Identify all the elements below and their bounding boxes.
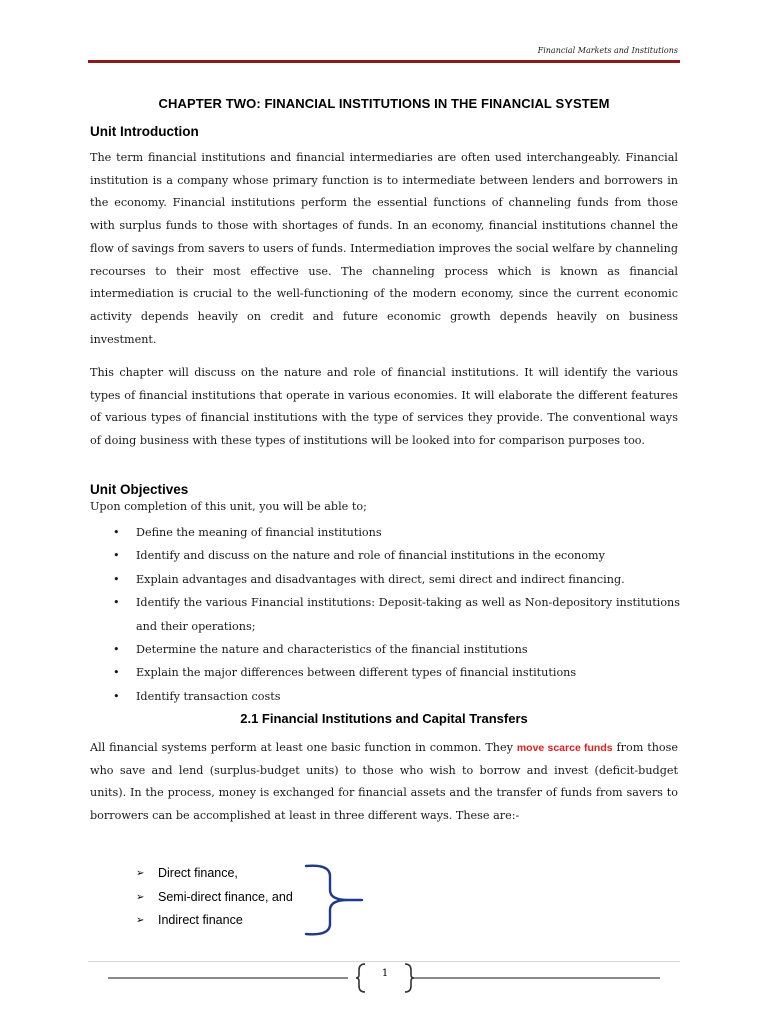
page-footer: [108, 960, 660, 996]
intro-paragraph-1: The term financial institutions and financial intermediaries are often used interchangeably. Financial institution is a company whose primary function is to intermediate between lenders and borrowers in the economy. Financial institutions perform the essential functions of channeling funds from those with surplus funds to those with shortages of funds. In an economy, financial institutions channel the flow of savings from savers to users of funds. Intermediation improves the social welfare by channeling recourses to their most effective use. The channeling process which is known as financial intermediation is crucial to the well-functioning of the modern economy, since the current economic activity depends heavily on credit and future economic growth depends heavily on business investment.: [90, 151, 678, 346]
objectives-list: [90, 521, 680, 708]
right-curly-brace-icon: [300, 860, 370, 940]
section-2-1-paragraph: [90, 737, 678, 828]
finance-way-text: Direct finance,: [158, 866, 238, 880]
chapter-title: CHAPTER TWO: FINANCIAL INSTITUTIONS IN THE FINANCIAL SYSTEM: [158, 96, 610, 111]
objective-item: [90, 568, 680, 591]
objective-item: [90, 591, 680, 638]
highlighted-phrase: move scarce funds: [516, 742, 613, 754]
bullet-icon: •: [113, 526, 120, 539]
bullet-icon: •: [113, 643, 120, 657]
finance-way-item: [136, 909, 293, 933]
finance-way-text: Indirect finance: [158, 913, 243, 927]
arrow-bullet-icon: ➢: [136, 915, 145, 926]
section-text-before: All financial systems perform at least one basic function in common. They: [90, 741, 517, 754]
bullet-icon: •: [113, 666, 120, 680]
left-brace-icon: [354, 962, 368, 994]
objective-item: [90, 685, 680, 708]
finance-way-item: [136, 862, 293, 886]
finance-way-item: [136, 886, 293, 910]
bullet-icon: •: [113, 596, 120, 610]
bullet-icon: •: [113, 572, 120, 586]
finance-ways-list: [136, 862, 293, 933]
header-rule: [88, 60, 680, 63]
objective-item: [90, 544, 680, 567]
bullet-icon: •: [113, 549, 120, 563]
objective-item: [90, 661, 680, 684]
objective-text: Explain advantages and disadvantages with direct, semi direct and indirect financing.: [136, 572, 625, 586]
bullet-icon: •: [113, 689, 120, 703]
objective-text: Identify and discuss on the nature and role of financial institutions in the economy: [136, 549, 605, 563]
objectives-lead: Upon completion of this unit, you will be able to;: [90, 500, 367, 513]
objective-text: Identify the various Financial institutions: Deposit-taking as well as Non-depository institutions and their operations;: [136, 596, 680, 633]
objective-item: [90, 638, 680, 661]
footer-line-left: [108, 977, 348, 979]
section-text-after: from those who save and lend (surplus-budget units) to those who wish to borrow and invest (deficit-budget units). In the process, money is exchanged for financial assets and the transfer of funds from savers to borrowers can be accomplished at least in three different ways. These are:-: [90, 741, 678, 823]
objective-text: Determine the nature and characteristics of the financial institutions: [136, 643, 528, 657]
objective-item: [90, 521, 680, 544]
unit-objectives-heading: Unit Objectives: [90, 482, 189, 497]
arrow-bullet-icon: ➢: [136, 868, 145, 879]
running-header-title: Financial Markets and Institutions: [537, 46, 678, 55]
section-2-1-title: 2.1 Financial Institutions and Capital Transfers: [240, 711, 528, 726]
unit-introduction-heading: Unit Introduction: [90, 124, 199, 139]
arrow-bullet-icon: ➢: [136, 891, 145, 903]
objective-text: Explain the major differences between different types of financial institutions: [136, 666, 577, 680]
finance-way-text: Semi-direct finance, and: [158, 889, 293, 904]
page-number: 1: [381, 968, 389, 979]
intro-paragraph-2: This chapter will discuss on the nature and role of financial institutions. It will identify the various types of financial institutions that operate in various economies. It will elaborate the different features of various types of financial institutions with the type of services they provide. The conventional ways of doing business with these types of institutions will be looked into for comparison purposes too.: [90, 366, 678, 448]
footer-line-right: [414, 977, 660, 979]
objective-text: Identify transaction costs: [136, 689, 281, 703]
objective-text: Define the meaning of financial institutions: [136, 526, 382, 539]
